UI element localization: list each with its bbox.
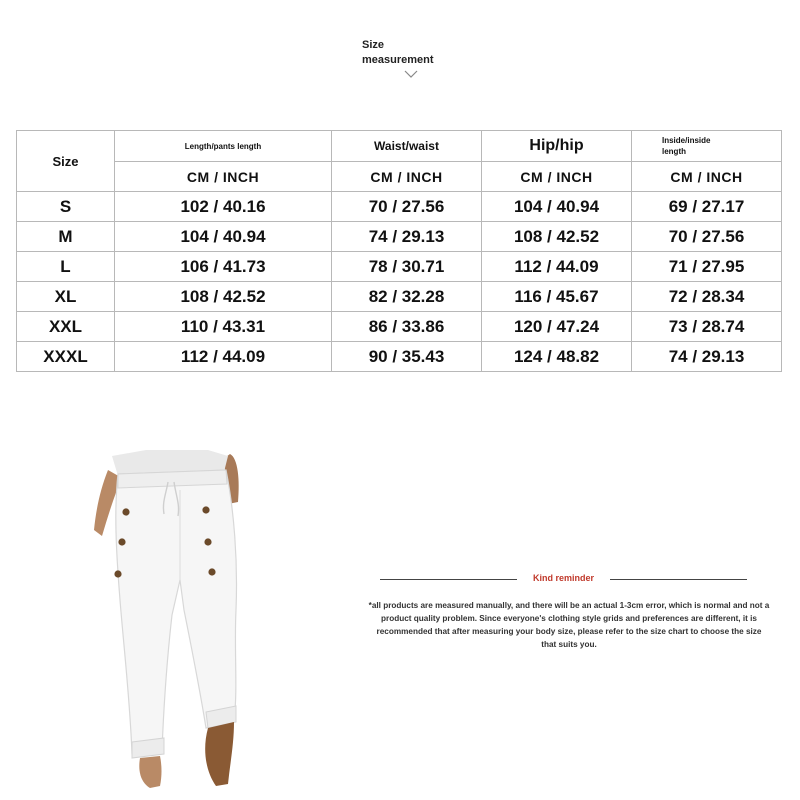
button-icon bbox=[118, 538, 125, 545]
size-cell: L bbox=[17, 252, 115, 282]
waist-unit: CM / INCH bbox=[332, 162, 482, 192]
chevron-down-icon bbox=[404, 70, 418, 78]
right-sandal bbox=[205, 722, 234, 786]
left-foot bbox=[139, 756, 161, 788]
waist-cell: 74 / 29.13 bbox=[332, 222, 482, 252]
table-row bbox=[17, 192, 782, 222]
button-icon bbox=[204, 538, 211, 545]
waist-cell: 90 / 35.43 bbox=[332, 342, 482, 372]
waist-cell: 78 / 30.71 bbox=[332, 252, 482, 282]
table-row bbox=[17, 312, 782, 342]
length-cell: 102 / 40.16 bbox=[115, 192, 332, 222]
inside-cell: 71 / 27.95 bbox=[632, 252, 782, 282]
size-cell: S bbox=[17, 192, 115, 222]
pants-product-image bbox=[88, 450, 268, 795]
length-column-header: Length/pants length bbox=[115, 131, 332, 162]
length-cell: 108 / 42.52 bbox=[115, 282, 332, 312]
hip-cell: 124 / 48.82 bbox=[482, 342, 632, 372]
inside-cell: 69 / 27.17 bbox=[632, 192, 782, 222]
reminder-text: *all products are measured manually, and there will be an actual 1-3cm error, which is normal and not a product quality problem. Since everyone's clothing style grids and preferences are different, it is recommended that after measuring your body size, please refer to the size chart to choose the size that suits you. bbox=[368, 601, 770, 649]
length-cell: 106 / 41.73 bbox=[115, 252, 332, 282]
reminder-title: Kind reminder bbox=[532, 573, 594, 583]
size-chart-table bbox=[16, 130, 782, 372]
hip-cell: 120 / 47.24 bbox=[482, 312, 632, 342]
heading-line-1: Size bbox=[362, 39, 385, 51]
reminder-divider-right bbox=[610, 579, 747, 580]
hip-cell: 108 / 42.52 bbox=[482, 222, 632, 252]
hip-cell: 116 / 45.67 bbox=[482, 282, 632, 312]
inside-unit: CM / INCH bbox=[632, 162, 782, 192]
button-icon bbox=[208, 568, 215, 575]
size-cell: M bbox=[17, 222, 115, 252]
size-cell: XXL bbox=[17, 312, 115, 342]
inside-cell: 74 / 29.13 bbox=[632, 342, 782, 372]
table-row bbox=[17, 342, 782, 372]
size-cell: XL bbox=[17, 282, 115, 312]
inside-length-column-header bbox=[632, 131, 782, 162]
table-row bbox=[17, 282, 782, 312]
size-column-header: Size bbox=[17, 131, 115, 192]
inside-cell: 70 / 27.56 bbox=[632, 222, 782, 252]
waist-cell: 86 / 33.86 bbox=[332, 312, 482, 342]
button-icon bbox=[202, 506, 209, 513]
inside-cell: 72 / 28.34 bbox=[632, 282, 782, 312]
waist-cell: 70 / 27.56 bbox=[332, 192, 482, 222]
hip-unit: CM / INCH bbox=[482, 162, 632, 192]
inside-header-line-2: length bbox=[662, 147, 686, 156]
reminder-divider-left bbox=[380, 579, 517, 580]
size-cell: XXXL bbox=[17, 342, 115, 372]
table-header-row bbox=[17, 131, 782, 162]
hip-column-header: Hip/hip bbox=[482, 131, 632, 162]
inside-header-line-1: Inside/inside bbox=[662, 136, 711, 145]
table-row bbox=[17, 252, 782, 282]
waist-cell: 82 / 32.28 bbox=[332, 282, 482, 312]
table-row bbox=[17, 222, 782, 252]
hip-cell: 112 / 44.09 bbox=[482, 252, 632, 282]
button-icon bbox=[122, 508, 129, 515]
hip-cell: 104 / 40.94 bbox=[482, 192, 632, 222]
length-unit: CM / INCH bbox=[115, 162, 332, 192]
left-cuff bbox=[132, 738, 164, 758]
size-measurement-heading bbox=[362, 38, 434, 68]
length-cell: 104 / 40.94 bbox=[115, 222, 332, 252]
heading-line-2: measurement bbox=[362, 54, 434, 66]
length-cell: 112 / 44.09 bbox=[115, 342, 332, 372]
inside-cell: 73 / 28.74 bbox=[632, 312, 782, 342]
button-icon bbox=[114, 570, 121, 577]
length-cell: 110 / 43.31 bbox=[115, 312, 332, 342]
waist-column-header: Waist/waist bbox=[332, 131, 482, 162]
table-unit-row bbox=[17, 162, 782, 192]
